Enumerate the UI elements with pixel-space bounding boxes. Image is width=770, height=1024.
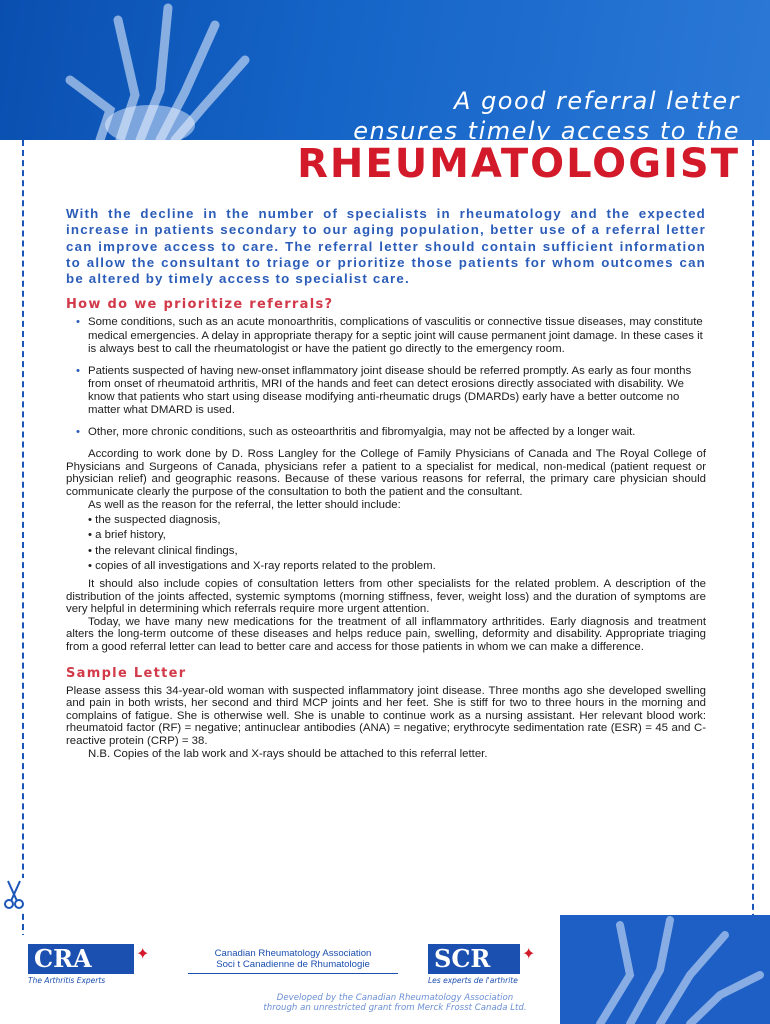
prioritize-list: [66, 316, 706, 439]
association-name-fr: Soci t Canadienne de Rhumatologie: [216, 959, 370, 970]
cra-tagline: The Arthritis Experts: [28, 976, 106, 985]
hand-xray-image: [560, 915, 770, 1024]
main-content: [66, 206, 706, 760]
sample-letter-heading: Sample Letter: [66, 665, 187, 681]
body-paragraph: According to work done by D. Ross Langley for the College of Family Physicians of Canada and The Royal College of Physicians and Surgeons of Canada, physicians refer a patient to a specialist for medical, non-medical (patient request or physician relief) and geographic reasons. Because of these various reasons for referral, the primary care physician should communicate clearly the purpose of the consultation to both the patient and the consultant.: [66, 448, 706, 499]
intro-paragraph: With the decline in the number of specialists in rheumatology and the expected increase in patients secondary to our aging population, better use of a referral letter can improve access to care. The referral letter should contain sufficient information to allow the consultant to triage or prioritize those patients for whom outcomes can be altered by timely access to specialist care.: [66, 206, 706, 287]
scissors-icon: [2, 878, 26, 910]
developed-line-2: through an unrestricted grant from Merck Frosst Canada Ltd.: [263, 1003, 527, 1013]
association-names: [168, 948, 418, 974]
title-block: [240, 86, 740, 146]
page-title: RHEUMATOLOGIST: [297, 141, 740, 187]
list-item: • Other, more chronic conditions, such as osteoarthritis and fibromyalgia, may not be affected by a longer wait.: [88, 426, 706, 439]
list-item: • the suspected diagnosis,: [88, 513, 706, 528]
left-dashed-border: [0, 140, 24, 940]
association-name-en: Canadian Rheumatology Association: [214, 948, 372, 959]
sample-letter-note: N.B. Copies of the lab work and X-rays should be attached to this referral letter.: [88, 747, 488, 760]
list-item: • copies of all investigations and X-ray reports related to the problem.: [88, 559, 706, 574]
title-line-2: ensures timely access to the: [353, 117, 740, 145]
list-item: • a brief history,: [88, 528, 706, 543]
scr-tagline: Les experts de l'arthrite: [428, 976, 518, 985]
maple-leaf-icon: ✦: [136, 946, 150, 963]
body-paragraph: It should also include copies of consultation letters from other specialists for the related problem. A description of the distribution of the joints affected, systemic symptoms (morning stiffness, fever, weight loss) and the duration of symptoms are very helpful in determining which referrals require more urgent attention.: [66, 578, 706, 616]
developed-line-1: Developed by the Canadian Rheumatology Association: [276, 993, 514, 1003]
cra-logo-text: CRA: [28, 944, 134, 974]
prioritize-heading: How do we prioritize referrals?: [66, 297, 334, 313]
scr-logo-text: SCR: [428, 944, 520, 974]
divider: [188, 973, 398, 974]
list-item: • the relevant clinical findings,: [88, 544, 706, 559]
sample-letter-text: Please assess this 34-year-old woman with suspected inflammatory joint disease. Three months ago she developed swelling and pain in both wrists, her second and third MCP joints and her feet. She is stiff for two to three hours in the morning and complains of fatigue. She is otherwise well. She is unable to continue work as a nursing assistant. Her relevant blood work: rheumatoid factor (RF) = negative; antinuclear antibodies (ANA) = negative; erythrocyte sedimentation rate (ESR) = 45 and C-reactive protein (CRP) = 38.: [66, 684, 706, 747]
body-paragraph: As well as the reason for the referral, the letter should include:: [88, 498, 401, 511]
list-item: • Some conditions, such as an acute monoarthritis, complications of vasculitis or connective tissue diseases, may constitute medical emergencies. A delay in appropriate therapy for a septic joint will cause permanent joint damage. In these cases it is always best to call the rheumatologist or have the patient go directly to the emergency room.: [88, 316, 706, 355]
developed-by-credit: [250, 993, 540, 1013]
title-line-1: A good referral letter: [454, 87, 740, 115]
maple-leaf-icon: ✦: [522, 946, 536, 963]
cra-logo: [28, 944, 158, 985]
body-paragraph: Today, we have many new medications for the treatment of all inflammatory arthritides. Early diagnosis and treatment alters the long-term outcome of these diseases and helps reduce pain, swelling, deformity and disability. Appropriate triaging from a good referral letter can lead to better care and access for those patients in whom we can make a difference.: [66, 615, 706, 653]
list-item: • Patients suspected of having new-onset inflammatory joint disease should be referred promptly. As early as four months from onset of rheumatoid arthritis, MRI of the hands and feet can detect erosions directly associated with disability. We know that patients who start using disease modifying anti-rheumatic drugs (DMARDs) early have a better outcome no matter what DMARD is used.: [88, 365, 706, 417]
right-dashed-border: [752, 140, 770, 940]
include-list: [66, 513, 706, 574]
scr-logo: [428, 944, 548, 985]
